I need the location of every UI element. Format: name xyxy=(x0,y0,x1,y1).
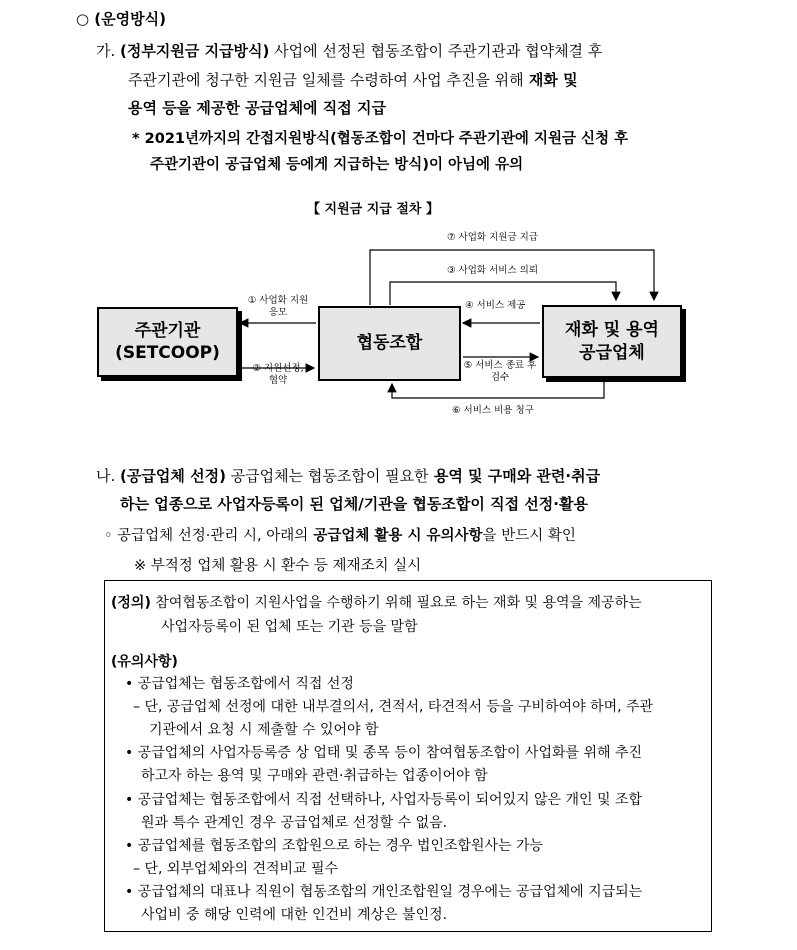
label-step1 xyxy=(242,295,314,319)
label-step2-l2: 협약 xyxy=(268,374,288,386)
caution-item: 사업비 중 해당 인력에 대한 인건비 계상은 불인정. xyxy=(141,907,448,923)
caution-item: – 단, 공급업체 선정에 대한 내부결의서, 견적서, 타견적서 등을 구비하여야 하며, 주관 xyxy=(133,699,654,715)
para-ga-line2-text: 주관기관에 청구한 지원금 일체를 수령하여 사업 추진을 위해 xyxy=(128,71,524,89)
para-ga-lead: (정부지원금 지급방식) xyxy=(120,42,270,60)
caution-item: 원과 특수 관계인 경우 공급업체로 선정할 수 없음. xyxy=(141,815,448,831)
box-supplier xyxy=(542,305,682,378)
label-step2 xyxy=(242,363,314,387)
box-supervisor-l2: (SETCOOP) xyxy=(115,343,220,363)
para-ga-marker: 가. xyxy=(96,42,116,60)
box-supplier-l1: 재화 및 용역 xyxy=(565,320,659,341)
guideline-box xyxy=(104,580,712,932)
box-supervisor-l1: 주관기관 xyxy=(134,320,201,341)
diagram-title: 【 지원금 지급 절차 】 xyxy=(307,202,440,217)
arrow-step7 xyxy=(370,250,654,305)
bullet-o-post: 을 반드시 확인 xyxy=(482,528,576,544)
box-supervisor xyxy=(97,307,238,377)
para-na-line1-rest: 공급업체는 협동조합이 필요한 xyxy=(225,467,429,485)
box-supplier-l2: 공급업체 xyxy=(579,342,645,363)
para-na-line2: 하는 업종으로 사업자등록이 된 업체/기관을 협동조합이 직접 선정·활용 xyxy=(120,495,588,513)
label-step2-l1: ② 지원선정, xyxy=(252,363,304,374)
para-na-marker: 나. xyxy=(96,467,116,485)
caution-item: • 공급업체의 대표나 직원이 협동조합의 개인조합원일 경우에는 공급업체에 지급되는 xyxy=(125,884,643,900)
note-star: * xyxy=(132,131,140,147)
bullet-o-pre: ◦ 공급업체 선정·관리 시, 아래의 xyxy=(104,528,309,544)
definition-label: (정의) xyxy=(111,595,151,611)
definition-line1 xyxy=(111,592,642,612)
note-line2: 주관기관이 공급업체 등에게 지급하는 방식)이 아님에 유의 xyxy=(150,157,524,173)
label-step5-l2: 검수 xyxy=(490,371,510,383)
caution-item: • 공급업체는 협동조합에서 직접 선정 xyxy=(125,676,354,692)
para-ga-line1-rest: 사업에 선정된 협동조합이 주관기관과 협약체결 후 xyxy=(269,42,603,60)
caution-item: • 공급업체의 사업자등록증 상 업태 및 종목 등이 참여협동조합이 사업화를 위해 추진 xyxy=(125,745,643,761)
label-step4: ④ 서비스 제공 xyxy=(465,300,526,311)
caution-item: 하고자 하는 용역 및 구매와 관련·취급하는 업종이어야 함 xyxy=(141,768,488,784)
label-step6: ⑥ 서비스 비용 청구 xyxy=(452,405,534,416)
definition-text1: 참여협동조합이 지원사업을 수행하기 위해 필요로 하는 재화 및 용역을 제공하는 xyxy=(150,595,642,611)
para-ga-line3: 용역 등을 제공한 공급업체에 직접 지급 xyxy=(128,99,386,117)
para-na-line1-bold: 용역 및 구매와 관련·취급 xyxy=(428,467,601,485)
para-ga-line2-bold: 재화 및 xyxy=(523,71,578,89)
caution-item: 기관에서 요청 시 제출할 수 있어야 함 xyxy=(149,722,379,738)
bullet-o-line xyxy=(104,524,576,545)
definition-line2: 사업자등록이 된 업체 또는 기관 등을 말함 xyxy=(161,619,418,635)
warning-line: ※ 부적정 업체 활용 시 환수 등 제재조치 실시 xyxy=(134,558,422,574)
box-cooperative: 협동조합 xyxy=(318,306,461,381)
para-na-lead: (공급업체 선정) xyxy=(120,467,226,485)
label-step3: ③ 사업화 서비스 의뢰 xyxy=(447,265,538,276)
label-step5 xyxy=(458,360,542,384)
label-step1-l2: 응모 xyxy=(268,306,288,318)
note-line1-text: 2021년까지의 간접지원방식(협동조합이 건마다 주관기관에 지원금 신청 후 xyxy=(144,131,629,147)
caution-label: (유의사항) xyxy=(111,654,178,670)
caution-item: • 공급업체를 협동조합의 조합원으로 하는 경우 법인조합원사는 가능 xyxy=(125,838,544,854)
para-na-line1 xyxy=(96,465,600,486)
section-heading: ○ (운영방식) xyxy=(76,10,166,28)
label-step5-l1: ⑤ 서비스 종료 후 xyxy=(463,360,537,371)
bullet-o-bold: 공급업체 활용 시 유의사항 xyxy=(308,528,483,544)
caution-item: • 공급업체는 협동조합에서 직접 선택하나, 사업자등록이 되어있지 않은 개인 및 조합 xyxy=(125,792,643,808)
caution-item: – 단, 외부업체와의 견적비교 필수 xyxy=(133,861,339,877)
label-step7: ⑦ 사업화 지원금 지급 xyxy=(447,232,538,243)
label-step1-l1: ① 사업화 지원 xyxy=(247,295,309,306)
